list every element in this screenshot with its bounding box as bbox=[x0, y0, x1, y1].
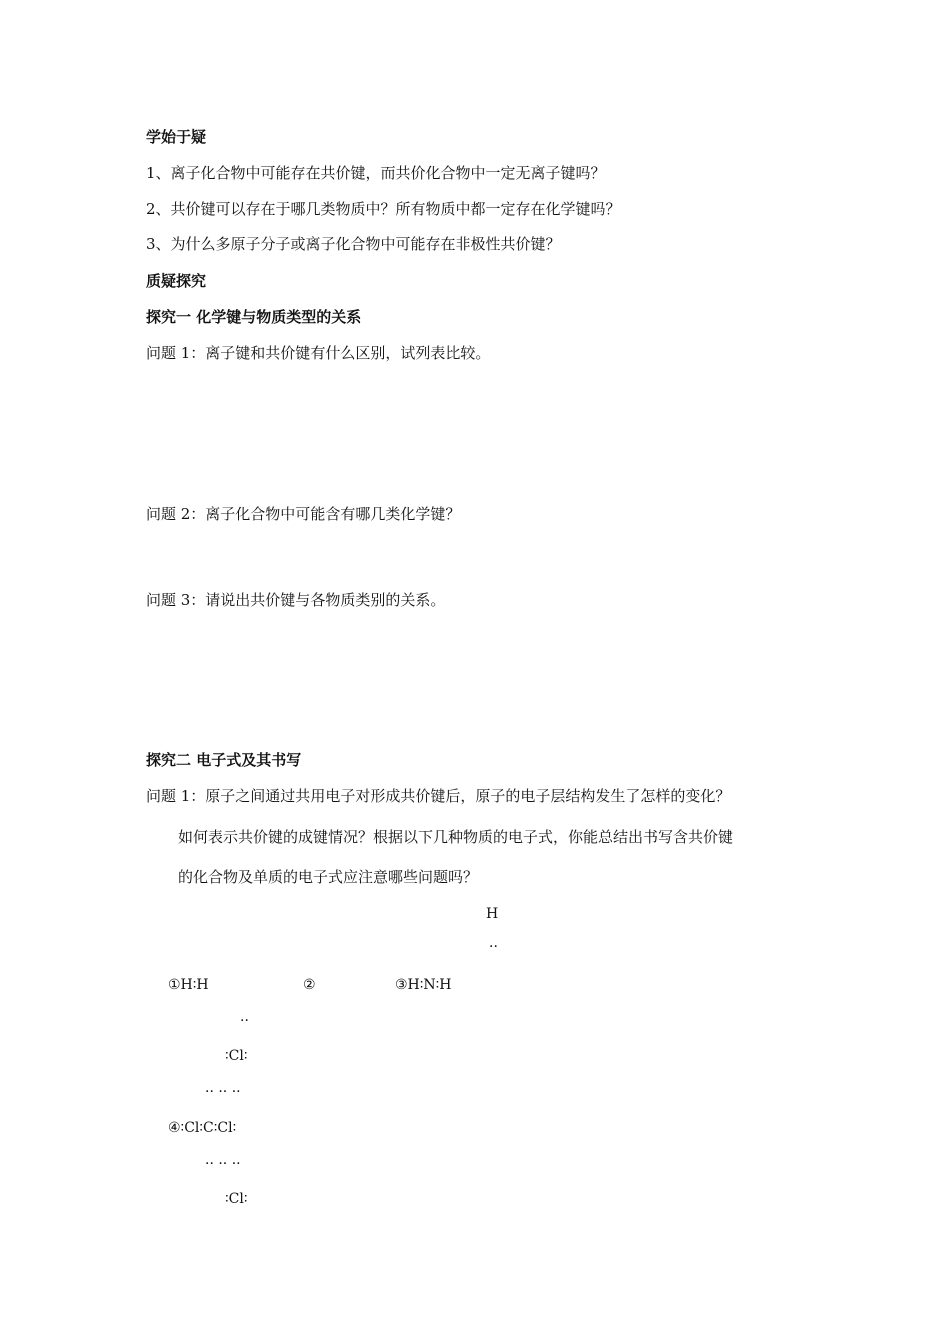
ccl4-cl-top: ∶Cl∶ bbox=[225, 1048, 248, 1064]
nh3-top-h: H bbox=[486, 906, 499, 922]
ccl4-cl-bottom: ∶Cl∶ bbox=[225, 1191, 248, 1207]
formula-ccl4: ④∶Cl∶C∶Cl∶ bbox=[168, 1120, 237, 1136]
part1-problem-2: 问题 2：离子化合物中可能含有哪几类化学键？ bbox=[146, 505, 461, 523]
ccl4-dots-1: ·· bbox=[240, 1013, 249, 1029]
formula-h2: ①H∶H bbox=[168, 977, 209, 993]
question-2: 2、共价键可以存在于哪几类物质中？所有物质中都一定存在化学键吗？ bbox=[146, 200, 621, 218]
formula-nh3: ③H∶N∶H bbox=[395, 977, 452, 993]
formula-2: ② bbox=[303, 977, 316, 993]
part1-problem-3: 问题 3：请说出共价键与各物质类别的关系。 bbox=[146, 591, 446, 609]
part1-title: 探究一 化学键与物质类型的关系 bbox=[146, 308, 362, 326]
ccl4-dots-2: ·· ·· ·· bbox=[205, 1084, 241, 1100]
part2-problem-1-line3: 的化合物及单质的电子式应注意哪些问题吗？ bbox=[178, 868, 479, 886]
heading-inquiry: 质疑探究 bbox=[146, 272, 207, 290]
part2-problem-1: 问题 1：原子之间通过共用电子对形成共价键后，原子的电子层结构发生了怎样的变化？ bbox=[146, 787, 731, 805]
part1-problem-1: 问题 1：离子键和共价键有什么区别，试列表比较。 bbox=[146, 344, 491, 362]
question-1: 1、离子化合物中可能存在共价键，而共价化合物中一定无离子键吗？ bbox=[146, 164, 606, 182]
part2-title: 探究二 电子式及其书写 bbox=[146, 751, 302, 769]
question-3: 3、为什么多原子分子或离子化合物中可能存在非极性共价键？ bbox=[146, 235, 561, 253]
nh3-top-dots: ·· bbox=[489, 939, 498, 955]
heading-learn: 学始于疑 bbox=[146, 128, 207, 146]
ccl4-dots-3: ·· ·· ·· bbox=[205, 1156, 241, 1172]
part2-problem-1-line2: 如何表示共价键的成键情况？根据以下几种物质的电子式，你能总结出书写含共价键 bbox=[178, 828, 734, 846]
